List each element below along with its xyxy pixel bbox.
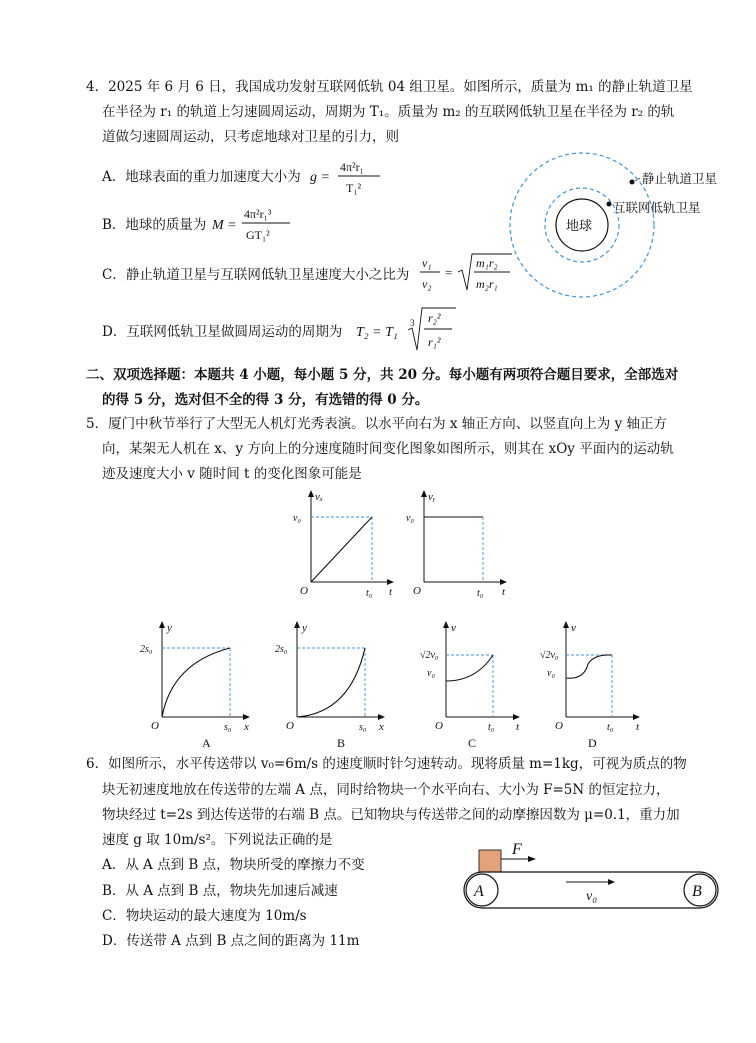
svg-text:t: t [502, 586, 506, 598]
leo-satellite-label: 互联网低轨卫星 [613, 201, 701, 215]
q4-option-b-formula [212, 202, 302, 247]
svg-text:y: y [302, 622, 307, 634]
svg-text:t₀: t₀ [607, 722, 614, 733]
leo-satellite-dot [607, 202, 612, 207]
svg-text:O: O [286, 720, 294, 732]
q6-stem-line2: 块无初速度地放在传送带的左端 A 点，同时给物块一个水平向右、大小为 F=5N 的恒定拉力， [102, 782, 670, 798]
q4-option-a [102, 168, 301, 186]
section2-heading-line2: 的得 5 分，选对但不全的得 3 分，有选错的得 0 分。 [102, 392, 429, 408]
svg-text:v₀: v₀ [293, 513, 301, 524]
q6-option-b: B．从 A 点到 B 点，物块先加速后减速 [102, 883, 338, 899]
q4-a-denominator: T₁² [346, 181, 362, 195]
q6-option-c: C．物块运动的最大速度为 10m/s [102, 908, 307, 924]
caption-a: A [202, 736, 211, 750]
svg-text:t: t [636, 721, 640, 733]
svg-text:vᵧ: vᵧ [428, 491, 436, 503]
orbit-figure [505, 150, 745, 320]
svg-text:t₀: t₀ [366, 588, 373, 599]
svg-text:√2v₀: √2v₀ [540, 650, 559, 661]
q4-stem-line1: 4．2025 年 6 月 6 日，我国成功发射互联网低轨 04 组卫星。如图所示，质量为 m₁ 的静止轨道卫星 [86, 79, 693, 95]
svg-text:v₀: v₀ [427, 668, 435, 679]
caption-b: B [337, 736, 346, 750]
graph-option-b [275, 618, 395, 753]
q4-d-num: r₂² [428, 311, 441, 325]
svg-text:2s₀: 2s₀ [275, 644, 288, 655]
svg-text:s₀: s₀ [359, 722, 367, 733]
q4-option-d-formula [356, 304, 456, 356]
caption-d: D [588, 736, 597, 750]
earth-label: 地球 [566, 218, 593, 233]
svg-text:v₀: v₀ [406, 513, 414, 524]
q4-option-c-text: C．静止轨道卫星与互联网低轨卫星速度大小之比为 [102, 267, 410, 283]
block [479, 850, 501, 872]
force-label: F [512, 841, 522, 858]
q4-option-b-text: B．地球的质量为 [102, 217, 207, 233]
svg-text:vₓ: vₓ [315, 491, 324, 503]
q4-d-root-index: 3 [410, 318, 415, 328]
curve-d [566, 655, 612, 678]
q6-stem-line4: 速度 g 取 10m/s²。下列说法正确的是 [102, 832, 333, 848]
q5-stem-line3: 迹及速度大小 v 随时间 t 的变化图象可能是 [102, 466, 362, 482]
q4-option-a-formula [310, 155, 390, 200]
point-b-label: B [692, 883, 702, 900]
curve-b [297, 648, 365, 717]
q4-c-equals: = [445, 265, 453, 280]
q4-stem-line3: 道做匀速圆周运动，只考虑地球对卫星的引力，则 [102, 129, 399, 145]
svg-text:O: O [435, 720, 443, 732]
graph-vx-t [292, 488, 402, 598]
q4-option-b [102, 216, 206, 234]
svg-text:v: v [451, 622, 456, 634]
q4-c-left-den: v₂ [422, 277, 432, 291]
curve-a [162, 648, 230, 717]
svg-text:x: x [379, 721, 384, 733]
q4-option-a-text: A．地球表面的重力加速度大小为 [102, 169, 301, 185]
q4-b-numerator: 4π²r₁³ [244, 207, 272, 221]
geo-satellite-label: 静止轨道卫星 [642, 172, 718, 186]
caption-c: C [468, 736, 477, 750]
svg-text:t: t [389, 586, 393, 598]
svg-text:v₀: v₀ [547, 668, 555, 679]
svg-text:t₀: t₀ [477, 588, 484, 599]
q4-c-right-num: m₁r₂ [476, 256, 498, 270]
svg-text:x: x [244, 721, 249, 733]
svg-text:v: v [571, 622, 576, 634]
svg-text:O: O [151, 720, 159, 732]
svg-text:t: t [516, 721, 520, 733]
q6-option-a: A．从 A 点到 B 点，物块所受的摩擦力不变 [102, 857, 365, 873]
svg-text:√2v₀: √2v₀ [420, 650, 439, 661]
q6-stem-line1: 6．如图所示，水平传送带以 v₀=6m/s 的速度顺时针匀速转动。现将质量 m=1kg，可视为质点的物 [86, 756, 687, 772]
svg-text:y: y [167, 622, 172, 634]
q4-d-lhs: T₂ = T₁ [356, 325, 398, 340]
q4-a-numerator: 4π²r₁ [340, 160, 364, 174]
q4-c-left-num: v₁ [422, 256, 432, 270]
q4-a-lhs: g = [310, 170, 330, 185]
q4-option-d-text: D．互联网低轨卫星做圆周运动的周期为 [102, 324, 343, 340]
q4-option-d [102, 323, 342, 341]
graph-option-c [418, 618, 528, 753]
conveyor-figure [462, 840, 724, 912]
point-a-label: A [474, 883, 484, 900]
q4-b-lhs: M = [212, 218, 237, 233]
svg-text:s₀: s₀ [224, 722, 232, 733]
vx-line [311, 517, 372, 582]
q5-stem-line2: 向，某架无人机在 x、y 方向上的分速度随时间变化图象如图所示，则其在 xOy 平面内的运动轨 [102, 441, 674, 457]
q4-b-denominator: GT₁² [246, 228, 270, 242]
svg-text:2s₀: 2s₀ [140, 644, 153, 655]
q4-option-c [102, 266, 409, 284]
svg-text:O: O [555, 720, 563, 732]
graph-option-a [140, 618, 260, 753]
q6-option-d: D．传送带 A 点到 B 点之间的距离为 11m [102, 933, 360, 949]
q4-stem-line2: 在半径为 r₁ 的轨道上匀速圆周运动，周期为 T₁。质量为 m₂ 的互联网低轨卫星在半径为 r₂ 的轨 [102, 104, 675, 120]
graph-vy-t [405, 488, 515, 598]
q4-d-den: r₁² [428, 335, 441, 349]
q4-c-right-den: m₂r₁ [476, 277, 498, 291]
q5-stem-line1: 5．厦门中秋节举行了大型无人机灯光秀表演。以水平向右为 x 轴正方向、以竖直向上为 y 轴正方 [86, 416, 667, 432]
curve-c [446, 655, 493, 681]
svg-text:O: O [300, 585, 308, 597]
belt-speed-label: v₀ [586, 889, 598, 904]
section2-heading-line1: 二、双项选择题：本题共 4 小题，每小题 5 分，共 20 分。每小题有两项符合题目要求，全部选对 [86, 367, 679, 383]
svg-text:t₀: t₀ [488, 722, 495, 733]
svg-text:O: O [413, 585, 421, 597]
graph-option-d [538, 618, 648, 753]
q6-stem-line3: 物块经过 t=2s 到达传送带的右端 B 点。已知物块与传送带之间的动摩擦因数为 μ=0.1，重力加 [102, 807, 680, 823]
